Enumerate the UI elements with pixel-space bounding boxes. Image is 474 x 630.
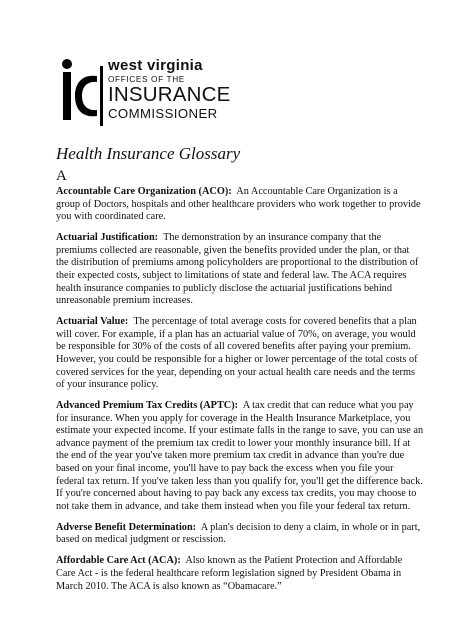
glossary-definition: The percentage of total average costs for covered benefits that a plan will cover. For example, if a plan has an actuarial value of 70%, on average, you would be responsible for 30% of the costs of all covered benefits after paying your premium. However, you could be responsible for a higher or lower percentage of the total costs of covered services for the year, depending on your actual health care needs and the terms of your insurance policy. [56,316,418,391]
glossary-definition: An Accountable Care Organization is a group of Doctors, hospitals and other healthcare providers who work together to provide you with coordinated care. [56,186,421,223]
glossary-entry [56,316,424,392]
logo-line-state: west virginia [108,57,203,74]
glossary-term: Actuarial Justification: [56,232,159,244]
glossary-definition: The demonstration by an insurance company that the premiums collected are reasonable, given the benefits provided under the plan, or that the distribution of premiums among policyholders are proportional to the distribution of their expected costs, subject to limitations of state and federal law. The ACA requires health insurance companies to publicly disclose the actuarial justifications behind unreasonable premium increases. [56,232,419,307]
glossary-entry [56,186,424,224]
glossary-definition: A plan's decision to deny a claim, in whole or in part, based on medical judgment or rescission. [56,521,421,546]
wv-insurance-commissioner-logo [52,54,231,126]
glossary-entry [56,555,424,593]
logo-line-insurance: INSURANCE [108,83,231,106]
glossary-entry [56,400,424,513]
glossary-term: Adverse Benefit Determination: [56,521,197,533]
glossary-term: Affordable Care Act (ACA): [56,555,181,567]
glossary-entry [56,232,424,308]
glossary-term: Actuarial Value: [56,316,129,328]
section-letter: A [56,168,67,184]
logo-line-commissioner: COMMISSIONER [108,106,218,121]
glossary-term: Accountable Care Organization (ACO): [56,186,232,197]
document-title: Health Insurance Glossary [56,144,241,163]
glossary-term: Advanced Premium Tax Credits (APTC): [56,400,239,412]
logo-mark-icon [57,58,99,122]
glossary-list [56,186,424,602]
glossary-definition: A tax credit that can reduce what you pay for insurance. When you apply for coverage in the Health Insurance Marketplace, you estimate your expected income. If your estimate falls in the range to save, you can use an advance payment of the premium tax credit to lower your monthly insurance bill. If at the end of the year you've taken more premium tax credit in advance than you're due based on your final income, you'll have to pay back the excess when you file your federal tax return. If you've taken less than you qualify for, you'll get the difference back. If you're concerned about having to pay back any excess tax credits, you may choose to not take them in advance, and take them instead when you file your federal tax return. [56,400,424,512]
glossary-definition: Also known as the Patient Protection and Affordable Care Act - is the federal healthcare reform legislation signed by President Obama in March 2010. The ACA is also known as “Obamacare.” [56,555,403,592]
logo-line-offices: OFFICES OF THE [108,74,185,84]
logo-divider [100,66,103,126]
glossary-entry [56,522,424,547]
